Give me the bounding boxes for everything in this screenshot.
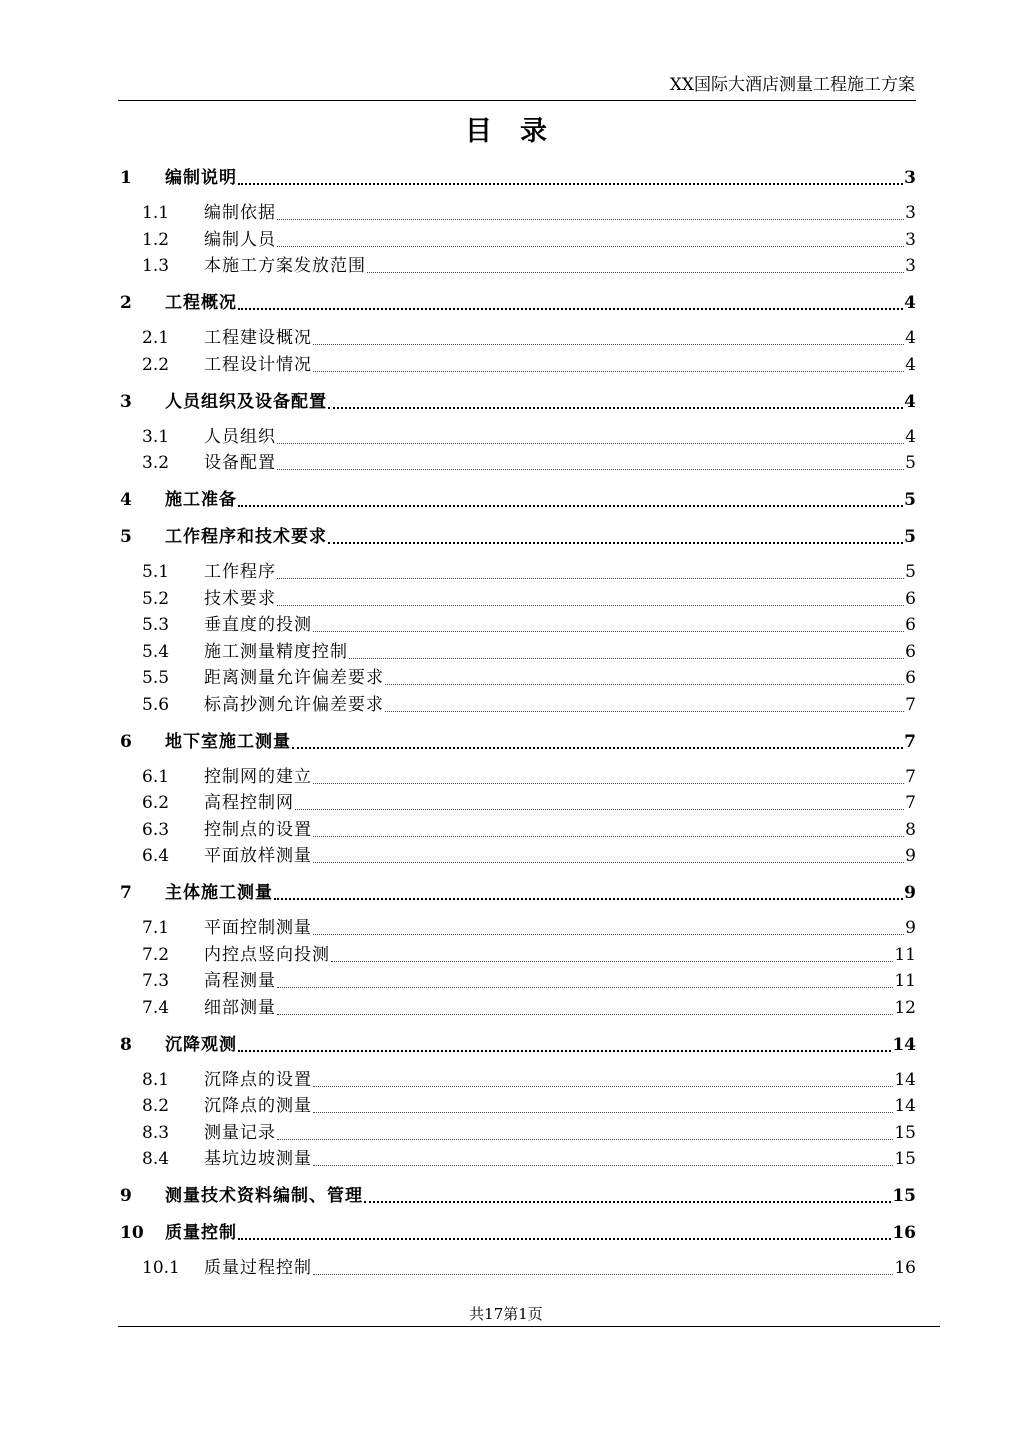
toc-entry-title: 平面控制测量 — [204, 918, 312, 938]
toc-dot-leader — [367, 271, 904, 273]
toc-section-row[interactable] — [118, 639, 916, 663]
toc-entry-number: 6.3 — [142, 820, 170, 840]
toc-section-row[interactable] — [118, 559, 916, 583]
toc-chapter-row[interactable] — [118, 1220, 916, 1244]
toc-entry-title: 本施工方案发放范围 — [204, 256, 366, 276]
toc-entry-number: 6 — [120, 732, 132, 752]
toc-section-row[interactable] — [118, 325, 916, 349]
toc-entry-page: 3 — [905, 203, 916, 223]
toc-entry-title: 人员组织及设备配置 — [165, 392, 327, 412]
toc-entry-number: 7.1 — [142, 918, 170, 938]
toc-section-row[interactable] — [118, 1093, 916, 1117]
toc-entry-title: 地下室施工测量 — [165, 732, 291, 752]
toc-entry-number: 2.2 — [142, 355, 170, 375]
toc-dot-leader — [277, 1138, 893, 1140]
toc-entry-title: 高程测量 — [204, 971, 276, 991]
toc-dot-leader — [295, 808, 904, 810]
toc-entry-page: 3 — [905, 230, 916, 250]
toc-entry-number: 8.2 — [142, 1096, 170, 1116]
toc-dot-leader — [274, 897, 903, 900]
toc-entry-title: 设备配置 — [204, 453, 276, 473]
toc-entry-title: 沉降点的设置 — [204, 1070, 312, 1090]
toc-dot-leader — [277, 986, 893, 988]
toc-entry-number: 1 — [120, 168, 132, 188]
toc-entry-page: 7 — [905, 767, 916, 787]
toc-entry-page: 15 — [894, 1149, 916, 1169]
toc-dot-leader — [313, 861, 904, 863]
toc-entry-page: 14 — [894, 1096, 916, 1116]
toc-entry-number: 5.5 — [142, 668, 170, 688]
toc-entry-page: 7 — [905, 695, 916, 715]
toc-entry-title: 工程设计情况 — [204, 355, 312, 375]
toc-entry-page: 5 — [905, 453, 916, 473]
toc-entry-title: 质量过程控制 — [204, 1258, 312, 1278]
toc-entry-page: 4 — [904, 293, 916, 313]
toc-entry-number: 2 — [120, 293, 132, 313]
toc-section-row[interactable] — [118, 665, 916, 689]
toc-entry-title: 人员组织 — [204, 427, 276, 447]
toc-entry-page: 9 — [905, 918, 916, 938]
toc-dot-leader — [313, 1111, 893, 1113]
toc-dot-leader — [385, 683, 904, 685]
toc-entry-page: 6 — [905, 615, 916, 635]
toc-entry-page: 14 — [892, 1035, 916, 1055]
toc-entry-title: 工作程序和技术要求 — [165, 527, 327, 547]
toc-dot-leader — [313, 835, 904, 837]
toc-section-row[interactable] — [118, 253, 916, 277]
toc-entry-number: 8 — [120, 1035, 132, 1055]
toc-entry-page: 5 — [904, 527, 916, 547]
toc-entry-page: 4 — [905, 355, 916, 375]
toc-dot-leader — [313, 933, 904, 935]
header-title: XX国际大酒店测量工程施工方案 — [669, 75, 915, 95]
toc-entry-page: 6 — [905, 589, 916, 609]
toc-entry-number: 5 — [120, 527, 132, 547]
toc-entry-title: 施工准备 — [165, 490, 237, 510]
toc-entry-title: 高程控制网 — [204, 793, 294, 813]
toc-section-row[interactable] — [118, 790, 916, 814]
toc-dot-leader — [238, 182, 903, 185]
toc-entry-number: 3.2 — [142, 453, 170, 473]
toc-section-row[interactable] — [118, 586, 916, 610]
toc-section-row[interactable] — [118, 1067, 916, 1091]
toc-entry-page: 5 — [904, 490, 916, 510]
toc-dot-leader — [313, 1273, 893, 1275]
toc-entry-page: 16 — [894, 1258, 916, 1278]
toc-entry-title: 控制网的建立 — [204, 767, 312, 787]
toc-entry-title: 沉降点的测量 — [204, 1096, 312, 1116]
toc-entry-title: 技术要求 — [204, 589, 276, 609]
toc-entry-title: 施工测量精度控制 — [204, 642, 348, 662]
toc-entry-number: 7.2 — [142, 945, 170, 965]
toc-entry-number: 5.2 — [142, 589, 170, 609]
toc-section-row[interactable] — [118, 968, 916, 992]
toc-entry-number: 1.1 — [142, 203, 170, 223]
toc-entry-page: 11 — [894, 971, 916, 991]
toc-entry-title: 编制人员 — [204, 230, 276, 250]
toc-entry-title: 基坑边坡测量 — [204, 1149, 312, 1169]
toc-entry-number: 7.3 — [142, 971, 170, 991]
toc-entry-page: 5 — [905, 562, 916, 582]
toc-dot-leader — [277, 442, 904, 444]
toc-entry-number: 6.2 — [142, 793, 170, 813]
toc-entry-page: 6 — [905, 668, 916, 688]
toc-section-row[interactable] — [118, 424, 916, 448]
toc-entry-page: 3 — [905, 256, 916, 276]
toc-dot-leader — [313, 630, 904, 632]
toc-section-row[interactable] — [118, 843, 916, 867]
toc-dot-leader — [238, 1237, 891, 1240]
toc-dot-leader — [277, 468, 904, 470]
toc-dot-leader — [313, 1085, 893, 1087]
toc-entry-number: 8.4 — [142, 1149, 170, 1169]
toc-dot-leader — [277, 218, 904, 220]
toc-chapter-row[interactable] — [118, 729, 916, 753]
toc-chapter-row[interactable] — [118, 165, 916, 189]
toc-entry-page: 4 — [905, 427, 916, 447]
toc-section-row[interactable] — [118, 817, 916, 841]
toc-entry-page: 9 — [904, 883, 916, 903]
toc-entry-number: 3 — [120, 392, 132, 412]
toc-entry-title: 质量控制 — [165, 1223, 237, 1243]
toc-dot-leader — [328, 406, 903, 409]
toc-entry-title: 测量技术资料编制、管理 — [165, 1186, 363, 1206]
toc-entry-number: 10 — [120, 1223, 144, 1243]
header-divider — [118, 100, 916, 101]
toc-dot-leader — [238, 1049, 891, 1052]
toc-dot-leader — [238, 307, 903, 310]
toc-entry-page: 9 — [905, 846, 916, 866]
toc-chapter-row[interactable] — [118, 1183, 916, 1207]
toc-chapter-row[interactable] — [118, 1032, 916, 1056]
toc-chapter-row[interactable] — [118, 880, 916, 904]
toc-entry-page: 3 — [904, 168, 916, 188]
toc-entry-title: 工程概况 — [165, 293, 237, 313]
toc-section-row[interactable] — [118, 915, 916, 939]
toc-dot-leader — [277, 604, 904, 606]
toc-entry-number: 8.1 — [142, 1070, 170, 1090]
toc-entry-title: 编制说明 — [165, 168, 237, 188]
toc-entry-number: 3.1 — [142, 427, 170, 447]
toc-dot-leader — [277, 577, 904, 579]
toc-section-row[interactable] — [118, 227, 916, 251]
toc-entry-title: 距离测量允许偏差要求 — [204, 668, 384, 688]
toc-section-row[interactable] — [118, 692, 916, 716]
toc-dot-leader — [331, 960, 893, 962]
toc-entry-number: 5.6 — [142, 695, 170, 715]
toc-entry-title: 内控点竖向投测 — [204, 945, 330, 965]
footer-page-info: 共17第1页 — [469, 1305, 543, 1323]
toc-entry-title: 测量记录 — [204, 1123, 276, 1143]
toc-entry-page: 6 — [905, 642, 916, 662]
toc-section-row[interactable] — [118, 450, 916, 474]
toc-entry-number: 10.1 — [142, 1258, 180, 1278]
toc-entry-number: 1.2 — [142, 230, 170, 250]
toc-entry-title: 工作程序 — [204, 562, 276, 582]
toc-entry-page: 4 — [904, 392, 916, 412]
toc-dot-leader — [349, 657, 904, 659]
toc-section-row[interactable] — [118, 612, 916, 636]
toc-entry-page: 8 — [905, 820, 916, 840]
toc-entry-number: 5.4 — [142, 642, 170, 662]
toc-chapter-row[interactable] — [118, 487, 916, 511]
toc-dot-leader — [313, 782, 904, 784]
toc-entry-title: 编制依据 — [204, 203, 276, 223]
toc-dot-leader — [385, 710, 904, 712]
toc-entry-number: 5.1 — [142, 562, 170, 582]
toc-dot-leader — [364, 1200, 891, 1203]
toc-entry-title: 工程建设概况 — [204, 328, 312, 348]
toc-heading: 目录 — [465, 116, 575, 147]
toc-dot-leader — [238, 504, 903, 507]
toc-entry-title: 主体施工测量 — [165, 883, 273, 903]
toc-dot-leader — [292, 746, 903, 749]
toc-dot-leader — [277, 1013, 893, 1015]
toc-entry-page: 7 — [905, 793, 916, 813]
toc-entry-page: 15 — [892, 1186, 916, 1206]
toc-entry-number: 4 — [120, 490, 132, 510]
toc-section-row[interactable] — [118, 200, 916, 224]
toc-entry-title: 平面放样测量 — [204, 846, 312, 866]
toc-chapter-row[interactable] — [118, 524, 916, 548]
toc-entry-page: 14 — [894, 1070, 916, 1090]
toc-entry-number: 9 — [120, 1186, 132, 1206]
toc-section-row[interactable] — [118, 1255, 916, 1279]
toc-entry-number: 8.3 — [142, 1123, 170, 1143]
footer-divider — [118, 1326, 940, 1327]
toc-dot-leader — [313, 370, 904, 372]
toc-entry-number: 6.4 — [142, 846, 170, 866]
toc-entry-title: 控制点的设置 — [204, 820, 312, 840]
toc-entry-title: 沉降观测 — [165, 1035, 237, 1055]
toc-dot-leader — [313, 343, 904, 345]
toc-dot-leader — [313, 1164, 893, 1166]
toc-section-row[interactable] — [118, 1146, 916, 1170]
toc-entry-number: 7.4 — [142, 998, 170, 1018]
toc-entry-number: 7 — [120, 883, 132, 903]
toc-entry-page: 16 — [892, 1223, 916, 1243]
toc-entry-title: 标高抄测允许偏差要求 — [204, 695, 384, 715]
toc-entry-number: 1.3 — [142, 256, 170, 276]
toc-entry-page: 7 — [904, 732, 916, 752]
toc-section-row[interactable] — [118, 942, 916, 966]
toc-entry-page: 15 — [894, 1123, 916, 1143]
toc-entry-page: 12 — [894, 998, 916, 1018]
toc-section-row[interactable] — [118, 764, 916, 788]
toc-entry-number: 6.1 — [142, 767, 170, 787]
toc-section-row[interactable] — [118, 352, 916, 376]
toc-entry-title: 细部测量 — [204, 998, 276, 1018]
toc-dot-leader — [328, 541, 903, 544]
toc-entry-page: 11 — [894, 945, 916, 965]
toc-section-row[interactable] — [118, 1120, 916, 1144]
toc-dot-leader — [277, 245, 904, 247]
toc-chapter-row[interactable] — [118, 389, 916, 413]
toc-chapter-row[interactable] — [118, 290, 916, 314]
toc-entry-page: 4 — [905, 328, 916, 348]
toc-entry-number: 5.3 — [142, 615, 170, 635]
toc-entry-title: 垂直度的投测 — [204, 615, 312, 635]
toc-section-row[interactable] — [118, 995, 916, 1019]
toc-entry-number: 2.1 — [142, 328, 170, 348]
